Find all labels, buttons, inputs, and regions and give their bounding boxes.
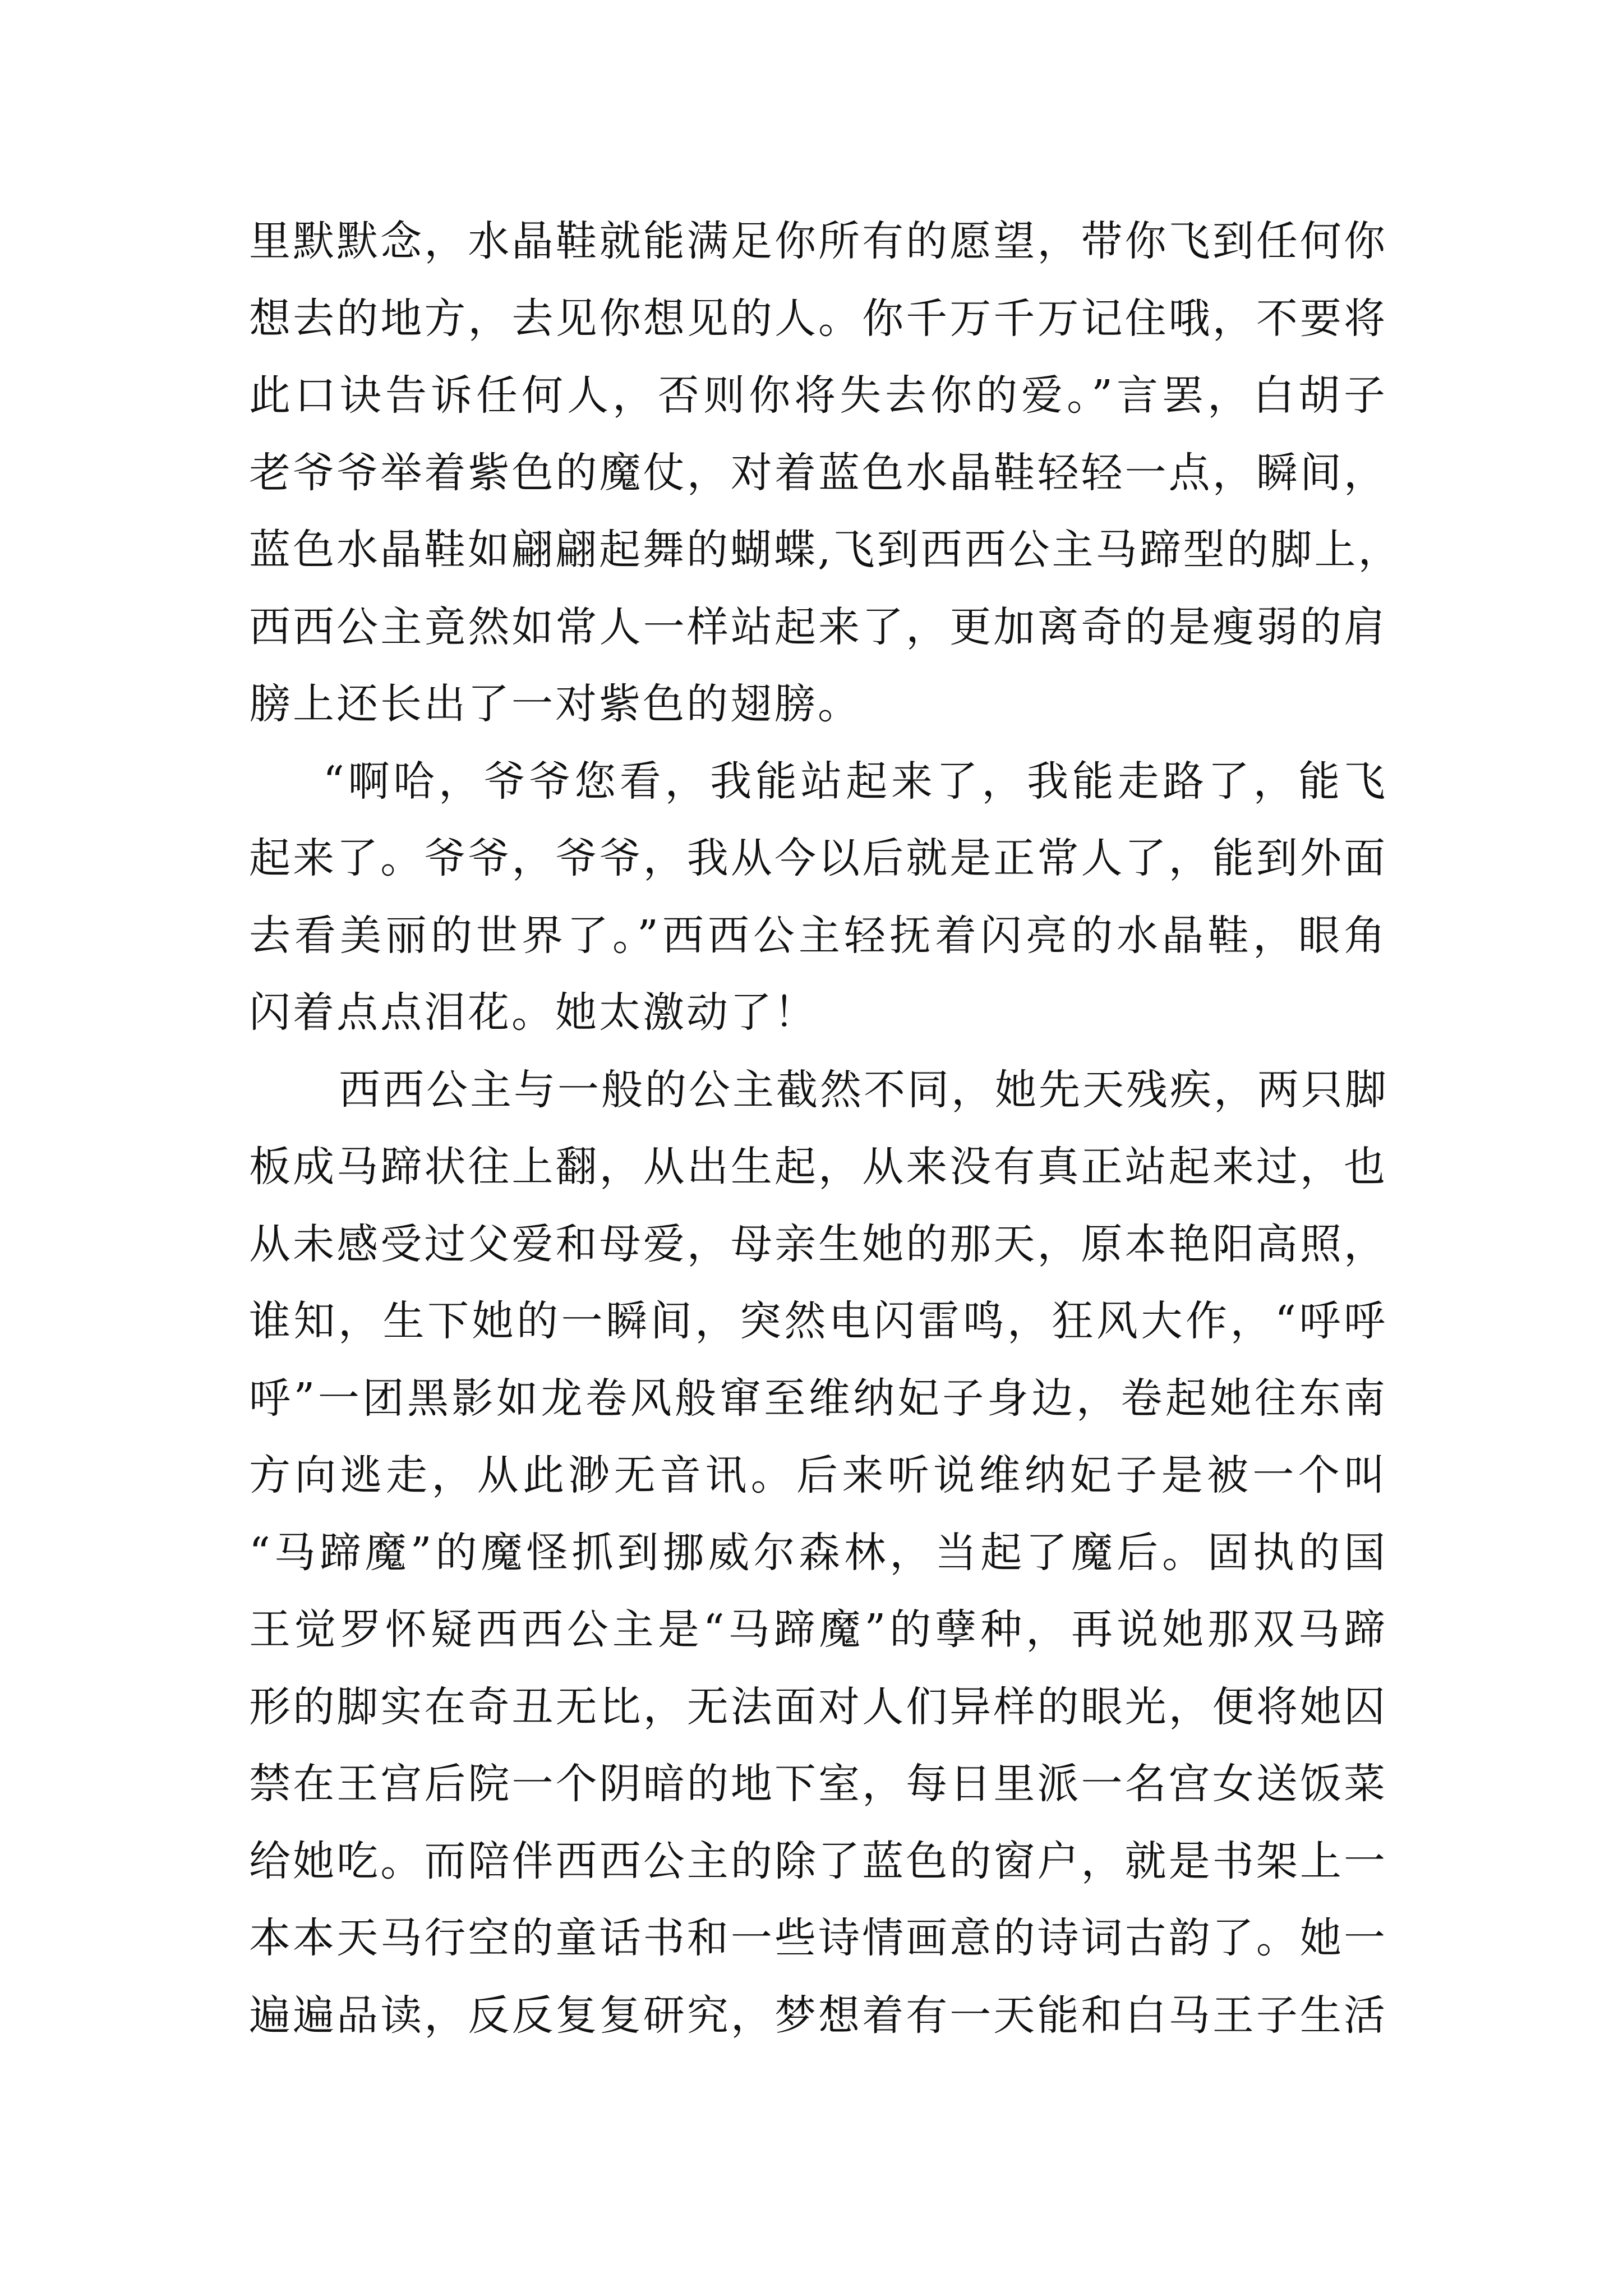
text-line: 本本天马行空的童话书和一些诗情画意的诗词古韵了。她一 — [249, 1914, 1387, 1962]
document-body — [249, 203, 1402, 2054]
paragraph-1 — [249, 203, 1402, 743]
text-line: 西西公主与一般的公主截然不同，她先天残疾，两只脚 — [339, 1065, 1389, 1114]
text-line: 里默默念，水晶鞋就能满足你所有的愿望，带你飞到任何你 — [249, 217, 1387, 265]
text-line: 呼”一团黑影如龙卷风般窜至维纳妃子身边，卷起她往东南 — [249, 1374, 1387, 1423]
text-line: 起来了。爷爷，爷爷，我从今以后就是正常人了，能到外面 — [249, 834, 1387, 882]
text-line: 遍遍品读，反反复复研究，梦想着有一天能和白马王子生活 — [249, 1991, 1387, 2040]
text-line: 此口诀告诉任何人，否则你将失去你的爱。”言罢，白胡子 — [249, 371, 1387, 420]
text-line: 王觉罗怀疑西西公主是“马蹄魔”的孽种，再说她那双马蹄 — [249, 1605, 1387, 1654]
text-line: “马蹄魔”的魔怪抓到挪威尔森林，当起了魔后。固执的国 — [249, 1528, 1387, 1577]
text-line: 去看美丽的世界了。”西西公主轻抚着闪亮的水晶鞋，眼角 — [249, 911, 1387, 960]
text-line: 蓝色水晶鞋如翩翩起舞的蝴蝶,飞到西西公主马蹄型的脚上， — [249, 526, 1402, 574]
text-line: 从未感受过父爱和母爱，母亲生她的那天，原本艳阳高照， — [249, 1220, 1387, 1268]
text-line: 形的脚实在奇丑无比，无法面对人们异样的眼光，便将她囚 — [249, 1682, 1387, 1731]
text-line: 谁知，生下她的一瞬间，突然电闪雷鸣，狂风大作，“呼呼 — [249, 1297, 1387, 1345]
text-line: 方向逃走，从此渺无音讯。后来听说维纳妃子是被一个叫 — [249, 1451, 1387, 1499]
paragraph-2 — [249, 743, 1387, 1052]
paragraph-3 — [249, 1052, 1387, 2055]
text-line: 膀上还长出了一对紫色的翅膀。 — [249, 680, 861, 728]
text-line: 老爷爷举着紫色的魔仗，对着蓝色水晶鞋轻轻一点，瞬间， — [249, 448, 1387, 497]
text-line: 禁在王宫后院一个阴暗的地下室，每日里派一名宫女送饭菜 — [249, 1760, 1387, 1808]
text-line: 西西公主竟然如常人一样站起来了，更加离奇的是瘦弱的肩 — [249, 602, 1387, 651]
text-line: 板成马蹄状往上翻，从出生起，从来没有真正站起来过，也 — [249, 1143, 1387, 1191]
text-line: 想去的地方，去见你想见的人。你千万千万记住哦，不要将 — [249, 294, 1387, 343]
text-line: 给她吃。而陪伴西西公主的除了蓝色的窗户，就是书架上一 — [249, 1837, 1387, 1885]
text-line: 闪着点点泪花。她太激动了！ — [249, 988, 818, 1037]
text-line: “啊哈，爷爷您看，我能站起来了，我能走路了，能飞 — [323, 757, 1387, 806]
